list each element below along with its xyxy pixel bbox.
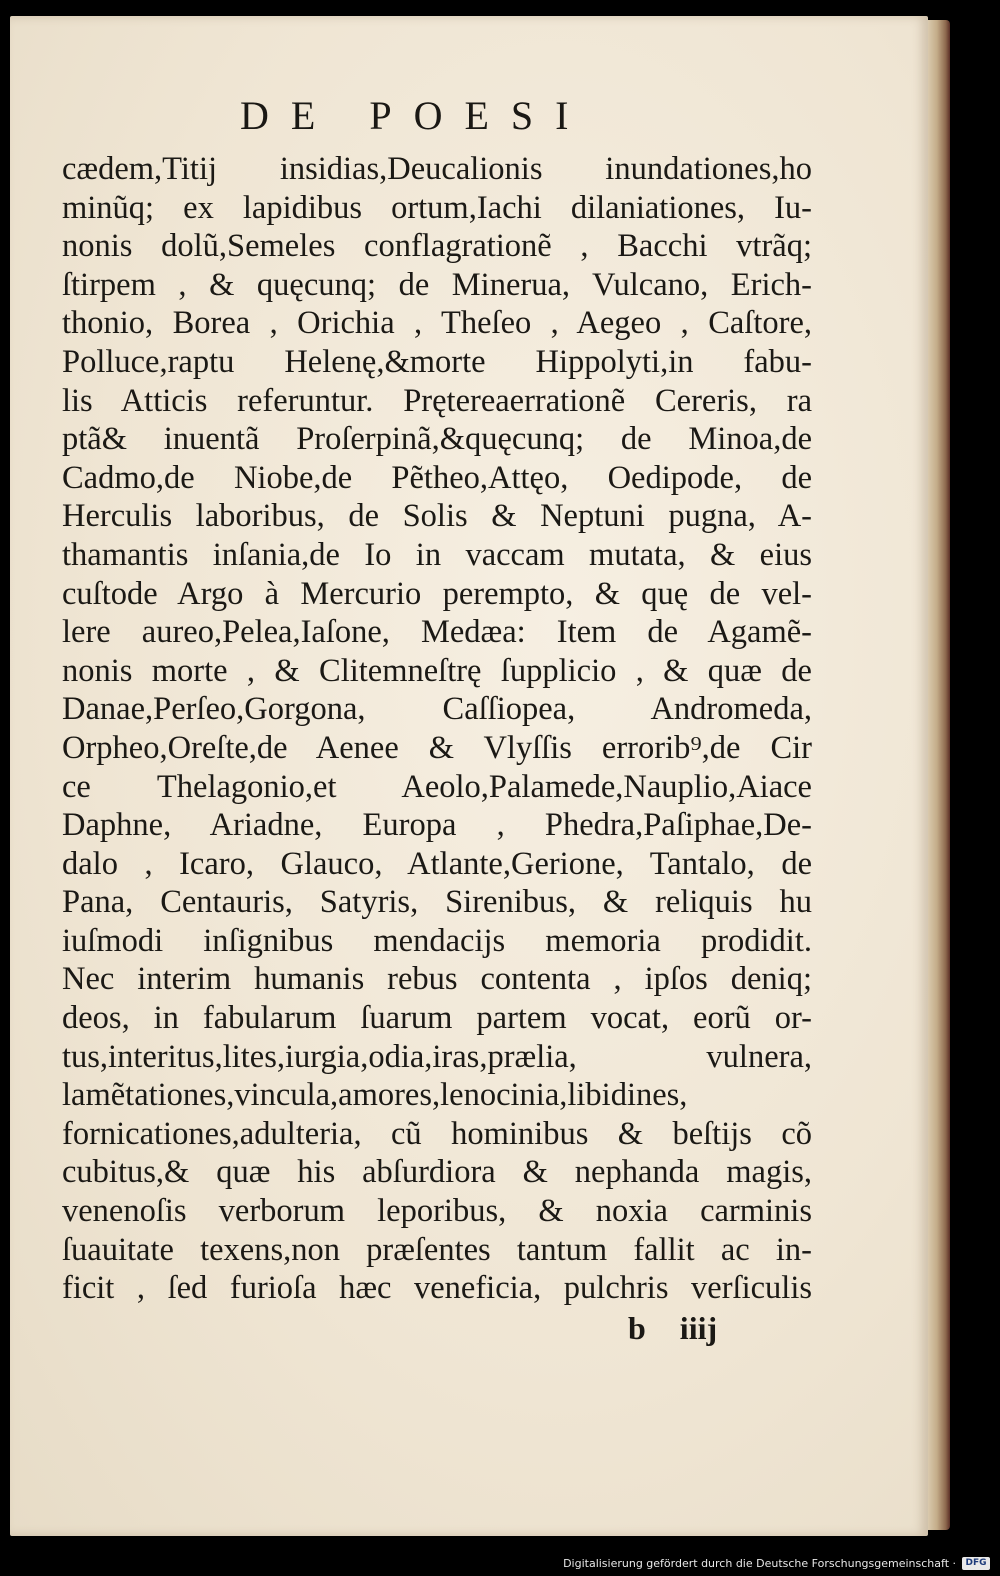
text-line: Daphne, Ariadne, Europa , Phedra,Paſiphae,De- — [62, 807, 812, 844]
text-line: nonis dolũ,Semeles conflagrationẽ , Bacchi vtrãq; — [62, 228, 812, 265]
text-line: Polluce,raptu Helenę,&morte Hippolyti,in fabu- — [62, 343, 812, 380]
text-line: dalo , Icaro, Glauco, Atlante,Gerione, Tantalo, de — [62, 845, 812, 882]
text-line: deos, in fabularum ſuarum partem vocat, eorũ or- — [62, 1000, 812, 1037]
text-line: thamantis inſania,de Io in vaccam mutata, & eius — [62, 536, 812, 573]
signature-letter: b — [628, 1310, 646, 1346]
text-line: Danae,Perſeo,Gorgona, Caſſiopea, Andromeda, — [62, 691, 812, 728]
text-line: minũq; ex lapidibus ortum,Iachi dilaniationes, Iu- — [62, 189, 812, 226]
text-block — [62, 150, 812, 1308]
text-line: ptã& inuentã Proſerpinã,&quęcunq; de Minoa,de — [62, 421, 812, 458]
text-line: thonio, Borea , Orichia , Theſeo , Aegeo , Caſtore, — [62, 305, 812, 342]
text-line: ce Thelagonio,et Aeolo,Palamede,Nauplio,Aiace — [62, 768, 812, 805]
text-line: lamẽtationes,vincula,amores,lenocinia,libidines, — [62, 1077, 688, 1114]
text-line: Cadmo,de Niobe,de Pẽtheo,Attęo, Oedipode, de — [62, 459, 812, 496]
text-line: fornicationes,adulteria, cũ hominibus & beſtijs cõ — [62, 1115, 812, 1152]
text-line: Herculis laboribus, de Solis & Neptuni pugna, A- — [62, 498, 812, 535]
text-line: cædem,Titij insidias,Deucalionis inundationes,ho — [62, 151, 812, 187]
text-line: ficit , ſed furioſa hæc veneficia, pulchris verſiculis — [62, 1270, 812, 1307]
text-line: ſtirpem , & quęcunq; de Minerua, Vulcano, Erich- — [62, 266, 812, 303]
text-line: nonis morte , & Clitemneſtrę ſupplicio , & quæ de — [62, 652, 812, 689]
text-line: lere aureo,Pelea,Iaſone, Medæa: Item de Agamẽ- — [62, 614, 812, 651]
text-line: cubitus,& quæ his abſurdiora & nephanda magis, — [62, 1154, 812, 1191]
text-line: Orpheo,Oreſte,de Aenee & Vlyſſis errorib⁹,de Cir — [62, 729, 812, 766]
funding-notice: Digitalisierung gefördert durch die Deutsche Forschungsgemeinschaft · — [563, 1557, 956, 1570]
text-line: cuſtode Argo à Mercurio perempto, & quę de vel- — [62, 575, 812, 612]
page-edge — [928, 20, 950, 1530]
running-head: DE POESI — [240, 93, 591, 138]
signature-number: iiij — [679, 1310, 718, 1346]
text-line: Pana, Centauris, Satyris, Sirenibus, & reliquis hu — [62, 884, 812, 921]
signature-mark — [628, 1310, 717, 1347]
dfg-logo: DFG — [962, 1557, 990, 1570]
text-line: venenoſis verborum leporibus, & noxia carminis — [62, 1193, 812, 1230]
text-line: lis Atticis referuntur. Prętereaerrationẽ Cereris, ra — [62, 382, 812, 419]
text-line: tus,interitus,lites,iurgia,odia,iras,prælia, vulnera, — [62, 1038, 812, 1075]
text-line: iuſmodi inſignibus mendacijs memoria prodidit. — [62, 922, 812, 959]
text-line: Nec interim humanis rebus contenta , ipſos deniq; — [62, 961, 812, 998]
text-line: ſuauitate texens,non præſentes tantum fallit ac in- — [62, 1231, 812, 1268]
